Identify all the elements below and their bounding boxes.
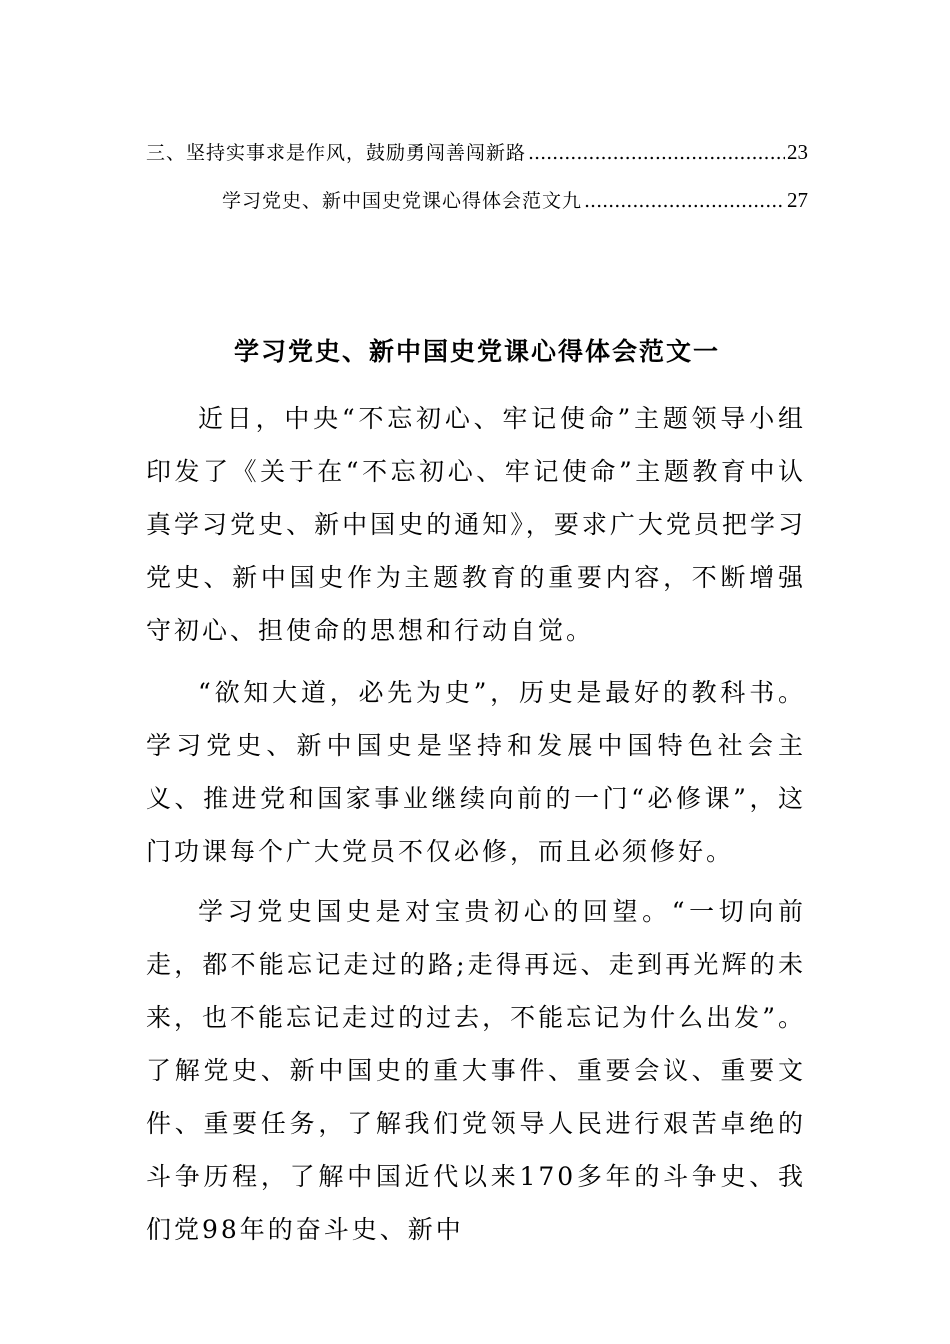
toc-leader-dots xyxy=(584,190,785,212)
section-title: 学习党史、新中国史党课心得体会范文一 xyxy=(233,337,720,366)
toc-leader-dots xyxy=(528,142,785,164)
body-paragraph: 近日，中央“不忘初心、牢记使命”主题领导小组印发了《关于在“不忘初心、牢记使命”主题教育中认真学习党史、新中国史的通知》，要求广大党员把学习党史、新中国史作为主题教育的重要内容，不断增强守初心、担使命的思想和行动自觉。 xyxy=(146,404,806,645)
toc-entry-title: 学习党史、新中国史党课心得体会范文九 xyxy=(222,190,583,212)
toc-entry-title: 三、坚持实事求是作风，鼓励勇闯善闯新路 xyxy=(146,142,527,164)
body-paragraph: “欲知大道，必先为史”，历史是最好的教科书。学习党史、新中国史是坚持和发展中国特色社会主义、推进党和国家事业继续向前的一门“必修课”，这门功课每个广大党员不仅必修，而且必须修好。 xyxy=(146,678,806,866)
toc-entry[interactable] xyxy=(146,138,808,165)
toc-entry[interactable] xyxy=(222,186,808,213)
toc-entry-page: 23 xyxy=(787,140,808,164)
body-paragraph: 学习党史国史是对宝贵初心的回望。“一切向前走，都不能忘记走过的路;走得再远、走到再光辉的未来，也不能忘记走过的过去，不能忘记为什么出发”。了解党史、新中国史的重大事件、重要会议、重要文件、重要任务，了解我们党领导人民进行艰苦卓绝的斗争历程，了解中国近代以来170多年的斗争史、我们党98年的奋斗史、新中 xyxy=(146,897,806,1244)
toc-entry-page: 27 xyxy=(787,188,808,212)
